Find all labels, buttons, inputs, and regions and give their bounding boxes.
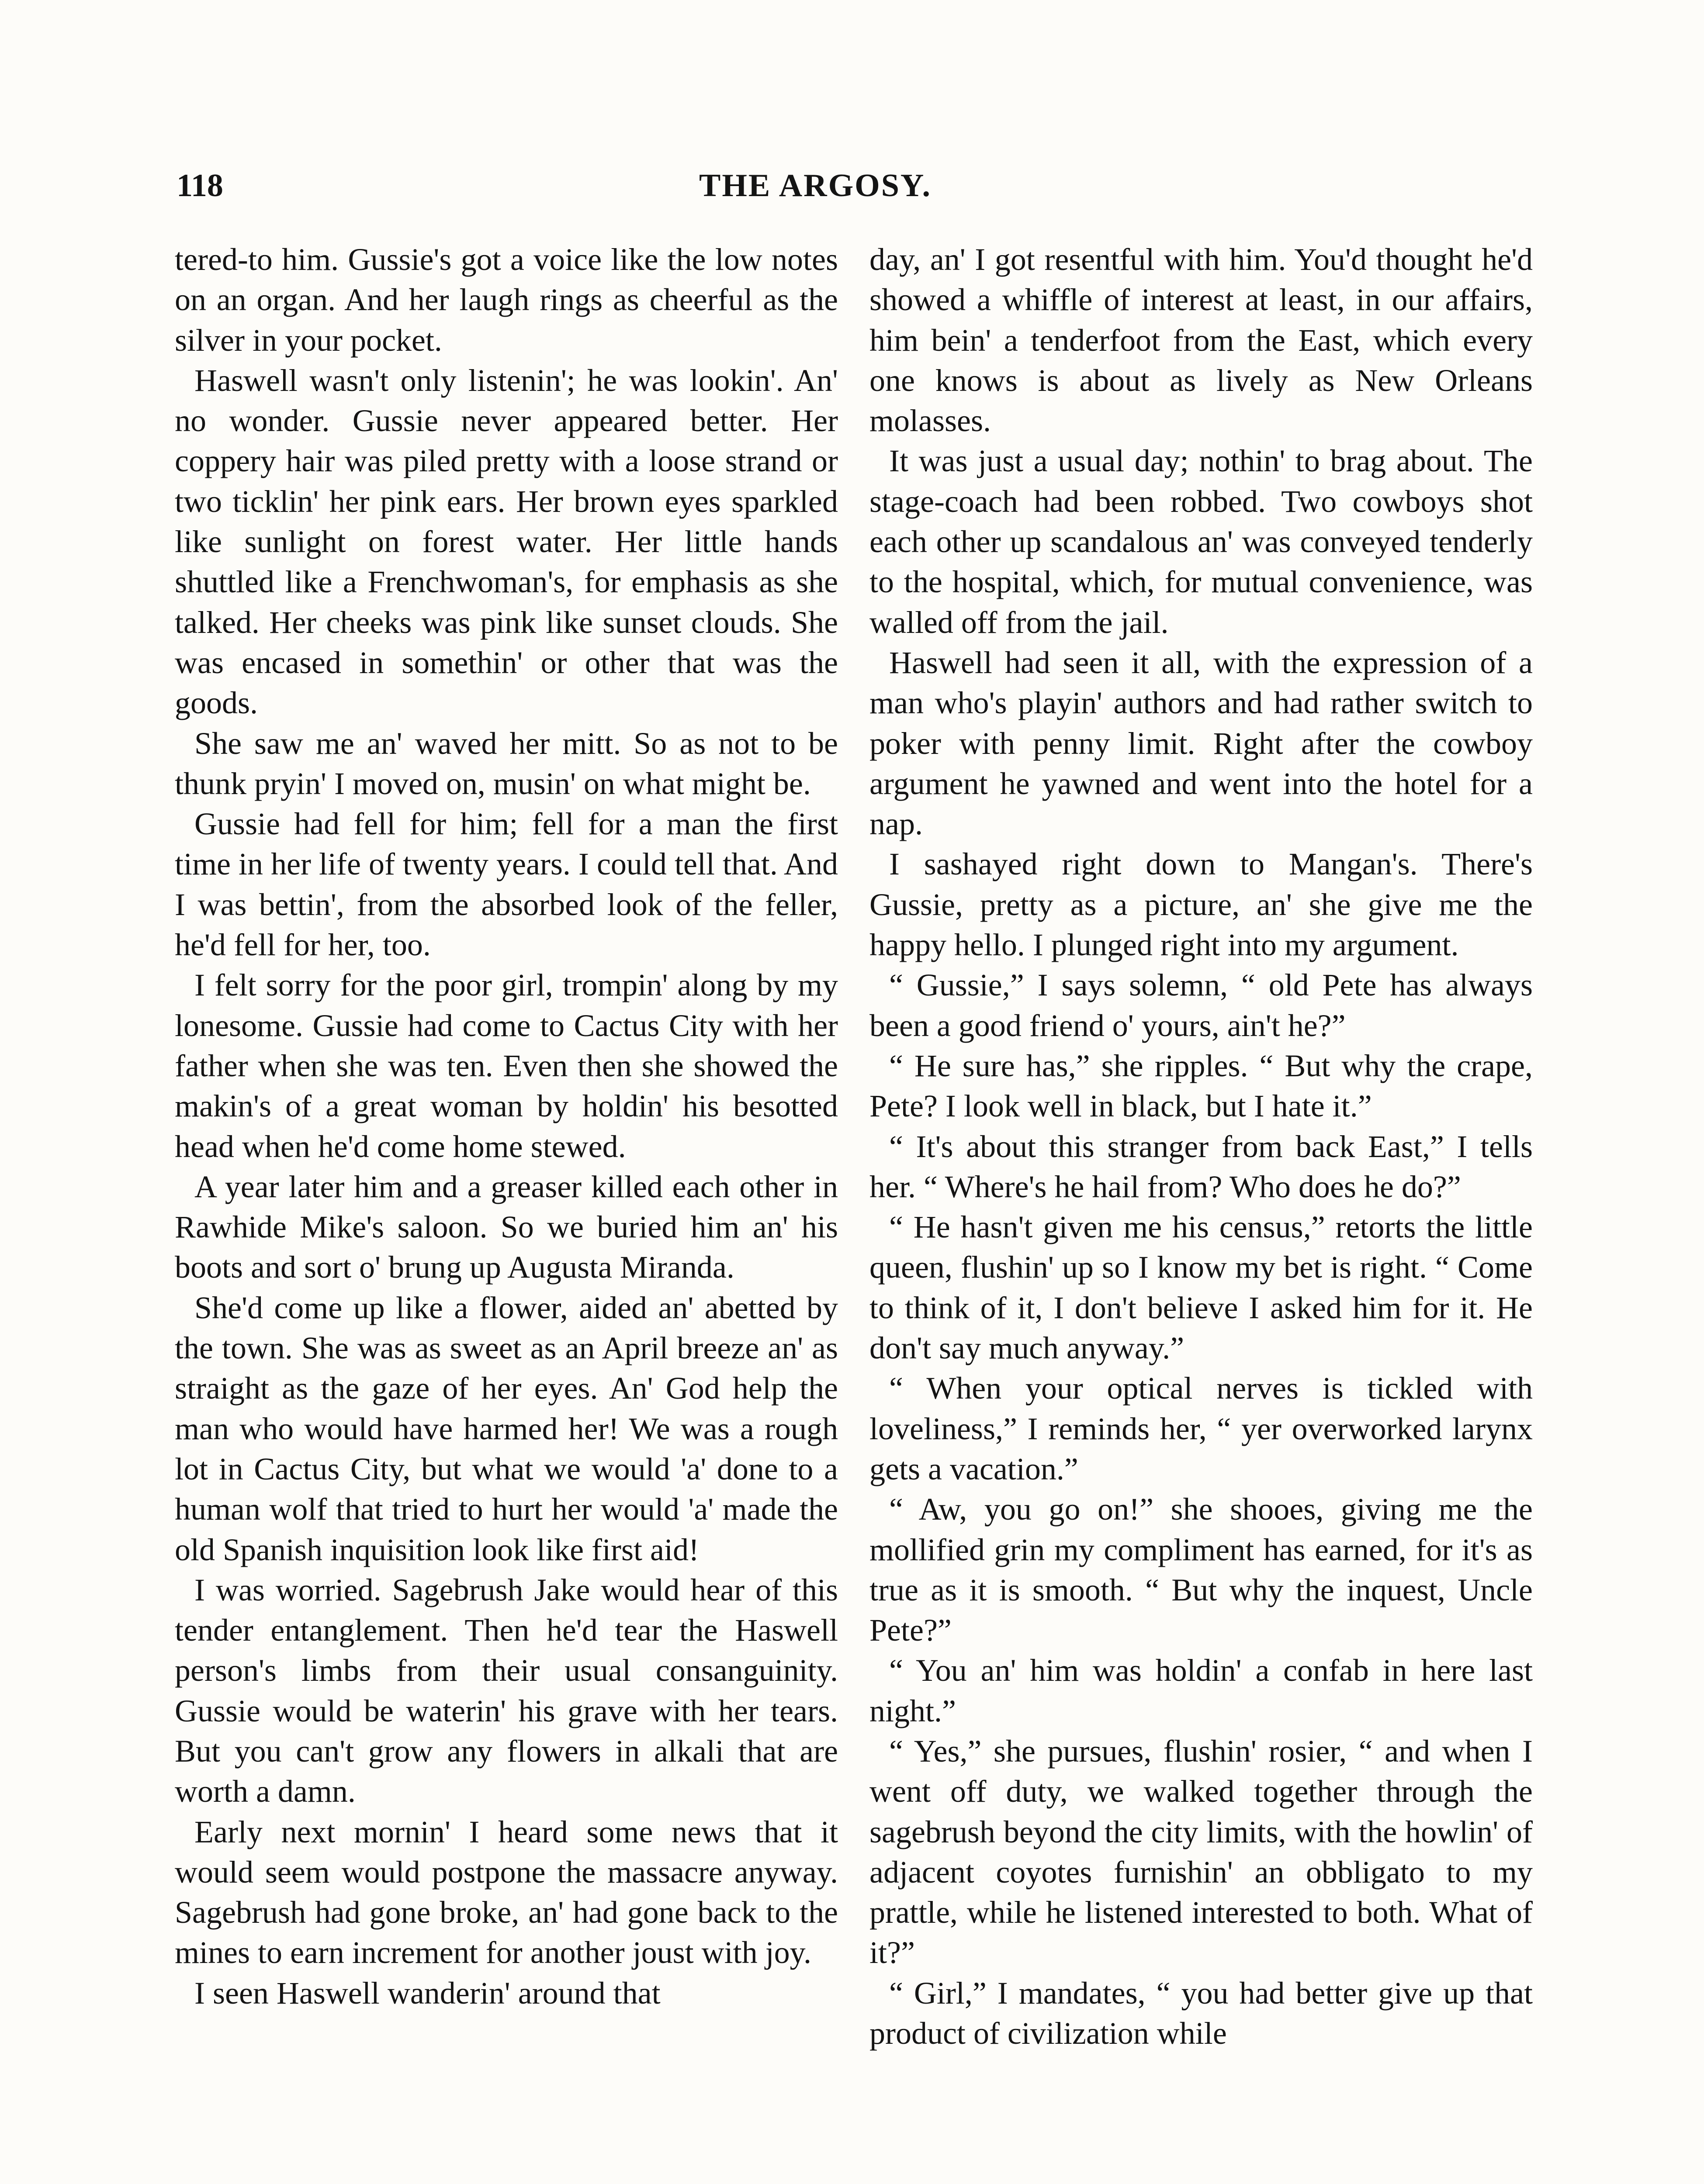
paragraph: “ He sure has,” she ripples. “ But why the crape, Pete? I look well in black, but I hate it.” bbox=[869, 1048, 1533, 1124]
paragraph: “ When your optical nerves is tickled with loveliness,” I reminds her, “ yer overworked larynx gets a vacation.” bbox=[869, 1371, 1533, 1486]
paragraph: “ He hasn't given me his census,” retorts the little queen, flushin' up so I know my bet is right. “ Come to think of it, I don't believe I asked him for it. He don't say much anyway.” bbox=[869, 1209, 1533, 1366]
paragraph: I felt sorry for the poor girl, trompin' along by my lonesome. Gussie had come to Cactus City with her father when she was ten. Even then she showed the makin's of a great woman by holdin' his besotted head when he'd come home stewed. bbox=[175, 968, 838, 1164]
paragraph: Haswell wasn't only listenin'; he was lookin'. An' no wonder. Gussie never appeared better. Her coppery hair was piled pretty with a loose strand or two ticklin' her pink ears. Her brown eyes sparkled like sunlight on forest water. Her little hands shuttled like a Frenchwoman's, for emphasis as she talked. Her cheeks was pink like sunset clouds. She was encased in somethin' or other that was the goods. bbox=[175, 363, 838, 721]
paragraph: day, an' I got resentful with him. You'd thought he'd showed a whiffle of interest at least, in our affairs, him bein' a tenderfoot from the East, which every one knows is about as lively as New Orleans molasses. bbox=[869, 242, 1533, 439]
left-column bbox=[175, 239, 838, 2013]
paragraph: “ Aw, you go on!” she shooes, giving me the mollified grin my compliment has earned, for it's as true as it is smooth. “ But why the inquest, Uncle Pete?” bbox=[869, 1492, 1533, 1648]
right-column bbox=[869, 239, 1533, 2053]
paragraph: “ Girl,” I mandates, “ you had better give up that product of civilization while bbox=[869, 1975, 1533, 2051]
paragraph: Early next mornin' I heard some news that it would seem would postpone the massacre anyway. Sagebrush had gone broke, an' had gone back to the mines to earn increment for another joust with joy. bbox=[175, 1814, 838, 1970]
paragraph: Haswell had seen it all, with the expression of a man who's playin' authors and had rather switch to poker with penny limit. Right after the cowboy argument he yawned and went into the hotel for a nap. bbox=[869, 645, 1533, 842]
paragraph: I seen Haswell wanderin' around that bbox=[194, 1975, 661, 2011]
page-number: 118 bbox=[177, 168, 223, 204]
paragraph: “ You an' him was holdin' a confab in here last night.” bbox=[869, 1653, 1533, 1728]
paragraph: “ Gussie,” I says solemn, “ old Pete has always been a good friend o' yours, ain't he?” bbox=[869, 968, 1533, 1043]
paragraph: I was worried. Sagebrush Jake would hear of this tender entanglement. Then he'd tear the Haswell person's limbs from their usual consanguinity. Gussie would be waterin' his grave with her tears. But you can't grow any flowers in alkali that are worth a damn. bbox=[175, 1572, 838, 1809]
paragraph: Gussie had fell for him; fell for a man the first time in her life of twenty years. I could tell that. And I was bettin', from the absorbed look of the feller, he'd fell for her, too. bbox=[175, 806, 838, 963]
paragraph: tered-to him. Gussie's got a voice like the low notes on an organ. And her laugh rings as cheerful as the silver in your pocket. bbox=[175, 242, 838, 358]
paragraph: I sashayed right down to Mangan's. There's Gussie, pretty as a picture, an' she give me the happy hello. I plunged right into my argument. bbox=[869, 847, 1533, 963]
paragraph: She saw me an' waved her mitt. So as not to be thunk pryin' I moved on, musin' on what might be. bbox=[175, 726, 838, 801]
paragraph: “ It's about this stranger from back East,” I tells her. “ Where's he hail from? Who does he do?” bbox=[869, 1129, 1533, 1204]
paragraph: “ Yes,” she pursues, flushin' rosier, “ and when I went off duty, we walked together through the sagebrush beyond the city limits, with the howlin' of adjacent coyotes furnishin' an obbligato to my prattle, while he listened interested to both. What of it?” bbox=[869, 1733, 1533, 1970]
paragraph: She'd come up like a flower, aided an' abetted by the town. She was as sweet as an April breeze an' as straight as the gaze of her eyes. An' God help the man who would have harmed her! We was a rough lot in Cactus City, but what we would 'a' done to a human wolf that tried to hurt her would 'a' made the old Spanish inquisition look like first aid! bbox=[175, 1290, 838, 1567]
paragraph: A year later him and a greaser killed each other in Rawhide Mike's saloon. So we buried him an' his boots and sort o' brung up Augusta Miranda. bbox=[175, 1169, 838, 1285]
running-head: THE ARGOSY. bbox=[699, 168, 932, 204]
paragraph: It was just a usual day; nothin' to brag about. The stage-coach had been robbed. Two cowboys shot each other up scandalous an' was conveyed tenderly to the hospital, which, for mutual convenience, was walled off from the jail. bbox=[869, 443, 1533, 640]
